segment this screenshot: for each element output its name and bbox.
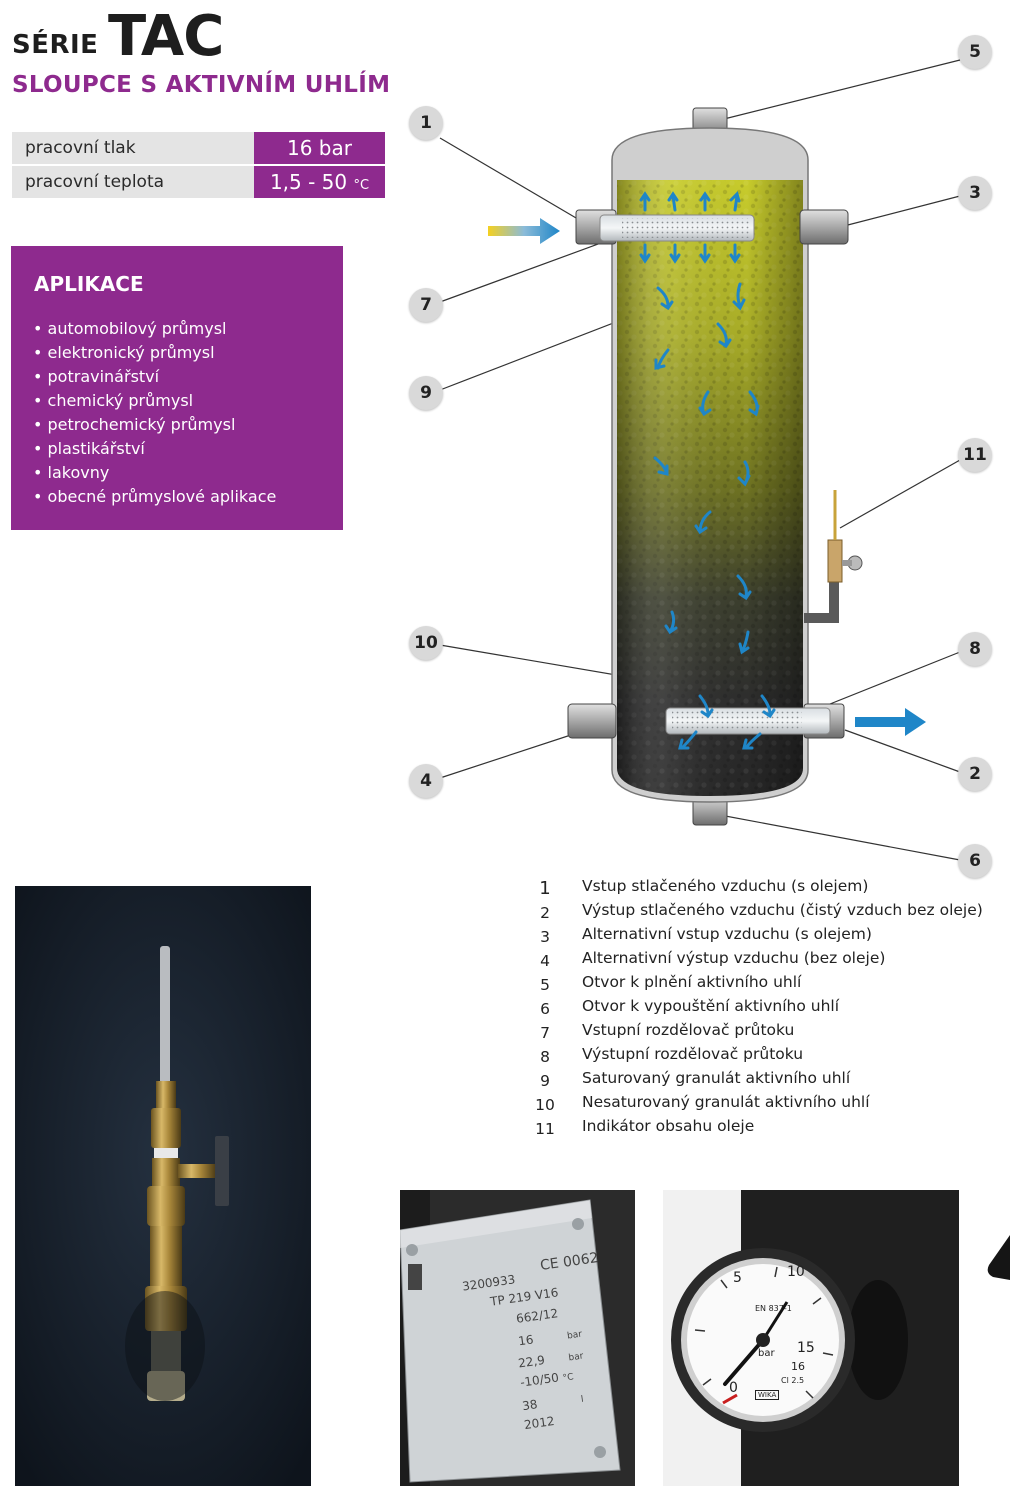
legend-number: 3 [540, 928, 550, 946]
applications-heading: APLIKACE [34, 272, 144, 296]
callout-6: 6 [958, 844, 992, 878]
callout-1: 1 [409, 106, 443, 140]
gauge-tick-10: 10 [787, 1264, 805, 1280]
legend-row [532, 973, 1002, 997]
gauge-unit: bar [758, 1348, 775, 1359]
spec-label: pracovní teplota [12, 166, 254, 198]
legend-row [532, 925, 1002, 949]
callout-3: 3 [958, 176, 992, 210]
legend-text: Indikátor obsahu oleje [582, 1117, 755, 1135]
legend-number: 8 [540, 1048, 550, 1066]
legend-row [532, 1117, 1002, 1141]
spec-value-number: 1,5 - 50 [269, 170, 348, 194]
legend-number: 1 [539, 878, 551, 899]
title-model: TAC [108, 4, 224, 69]
legend-number: 5 [540, 976, 550, 994]
nameplate-temp-unit: °C [562, 1372, 575, 1384]
callout-10: 10 [409, 626, 443, 660]
legend-row [532, 949, 1002, 973]
gauge-class: Cl 2.5 [781, 1376, 805, 1385]
legend-number: 2 [540, 904, 550, 922]
list-item: • chemický průmysl [33, 391, 194, 410]
spec-row-temperature [12, 166, 385, 198]
oil-indicator-illustration [15, 886, 311, 1486]
nameplate-year: 2012 [523, 1413, 556, 1433]
applications-list [33, 317, 276, 509]
subtitle: SLOUPCE S AKTIVNÍM UHLÍM [12, 72, 391, 98]
gauge-tick-16: 16 [791, 1360, 805, 1373]
legend-text: Alternativní výstup vzduchu (bez oleje) [582, 949, 886, 967]
nameplate-code: TP 219 V16 [489, 1285, 560, 1309]
legend-text: Vstup stlačeného vzduchu (s olejem) [582, 877, 869, 895]
nameplate-test-unit: bar [567, 1351, 585, 1364]
legend [532, 877, 1002, 1141]
gauge-tick-0: 0 [729, 1380, 738, 1396]
photo-oil-indicator [15, 886, 311, 1486]
list-item: • petrochemický průmysl [33, 415, 236, 434]
gauge-standard: EN 837-1 [755, 1304, 792, 1313]
list-item: • potravinářství [33, 367, 160, 386]
spec-value [254, 132, 385, 164]
legend-text: Výstupní rozdělovač průtoku [582, 1045, 804, 1063]
nameplate-serial: 3200933 [461, 1272, 517, 1294]
callout-11: 11 [958, 438, 992, 472]
legend-row [532, 1093, 1002, 1117]
legend-row [532, 901, 1002, 925]
photo-pressure-gauge [663, 1190, 959, 1486]
legend-number: 10 [535, 1096, 555, 1114]
column-illustration [400, 20, 1010, 880]
legend-number: 7 [540, 1024, 550, 1042]
nameplate-temp-value: -10/50 [519, 1370, 560, 1390]
nameplate-volume-unit: l [580, 1394, 585, 1405]
legend-number: 4 [540, 952, 550, 970]
legend-text: Výstup stlačeného vzduchu (čistý vzduch bez oleje) [582, 901, 983, 919]
legend-text: Vstupní rozdělovač průtoku [582, 1021, 795, 1039]
spec-unit: °C [353, 178, 370, 193]
legend-text: Saturovaný granulát aktivního uhlí [582, 1069, 851, 1087]
legend-row [532, 1045, 1002, 1069]
legend-row [532, 1021, 1002, 1045]
applications-box [11, 246, 343, 530]
legend-number: 6 [540, 1000, 550, 1018]
nameplate-pressure-unit: bar [566, 1329, 583, 1342]
legend-number: 9 [540, 1072, 550, 1090]
legend-row [532, 877, 1002, 901]
callout-5: 5 [958, 35, 992, 69]
legend-text: Otvor k vypouštění aktivního uhlí [582, 997, 840, 1015]
callout-2: 2 [958, 757, 992, 791]
callout-7: 7 [409, 288, 443, 322]
callout-4: 4 [409, 764, 443, 798]
list-item: • obecné průmyslové aplikace [33, 487, 277, 506]
cropped-photo-edge [985, 1235, 1010, 1295]
ce-mark: CE 0062 [539, 1249, 600, 1275]
legend-row [532, 1069, 1002, 1093]
nameplate-test-value: 22,9 [517, 1352, 546, 1371]
legend-text: Alternativní vstup vzduchu (s olejem) [582, 925, 872, 943]
legend-row [532, 997, 1002, 1021]
legend-text: Otvor k plnění aktivního uhlí [582, 973, 802, 991]
list-item: • automobilový průmysl [33, 319, 227, 338]
list-item: • plastikářství [33, 439, 145, 458]
column-diagram [400, 20, 1010, 880]
cropped-photo-shape [985, 1235, 1010, 1295]
callout-8: 8 [958, 632, 992, 666]
title-serie: SÉRIE [12, 30, 99, 60]
nameplate-manufacturer-no: 662/12 [515, 1306, 559, 1326]
gauge-tick-5: 5 [733, 1270, 742, 1286]
gauge-illustration [663, 1190, 959, 1486]
spec-value-number: 16 bar [287, 136, 352, 160]
photo-nameplate [400, 1190, 635, 1486]
gauge-brand: WIKA [755, 1390, 779, 1400]
list-item: • elektronický průmysl [33, 343, 215, 362]
nameplate-pressure-value: 16 [517, 1332, 535, 1349]
legend-text: Nesaturovaný granulát aktivního uhlí [582, 1093, 870, 1111]
spec-value [254, 166, 385, 198]
list-item: • lakovny [33, 463, 110, 482]
gauge-tick-15: 15 [797, 1340, 815, 1356]
spec-label: pracovní tlak [12, 132, 254, 164]
legend-number: 11 [535, 1120, 555, 1138]
nameplate-volume-value: 38 [521, 1397, 539, 1414]
spec-row-pressure [12, 132, 385, 164]
callout-9: 9 [409, 376, 443, 410]
